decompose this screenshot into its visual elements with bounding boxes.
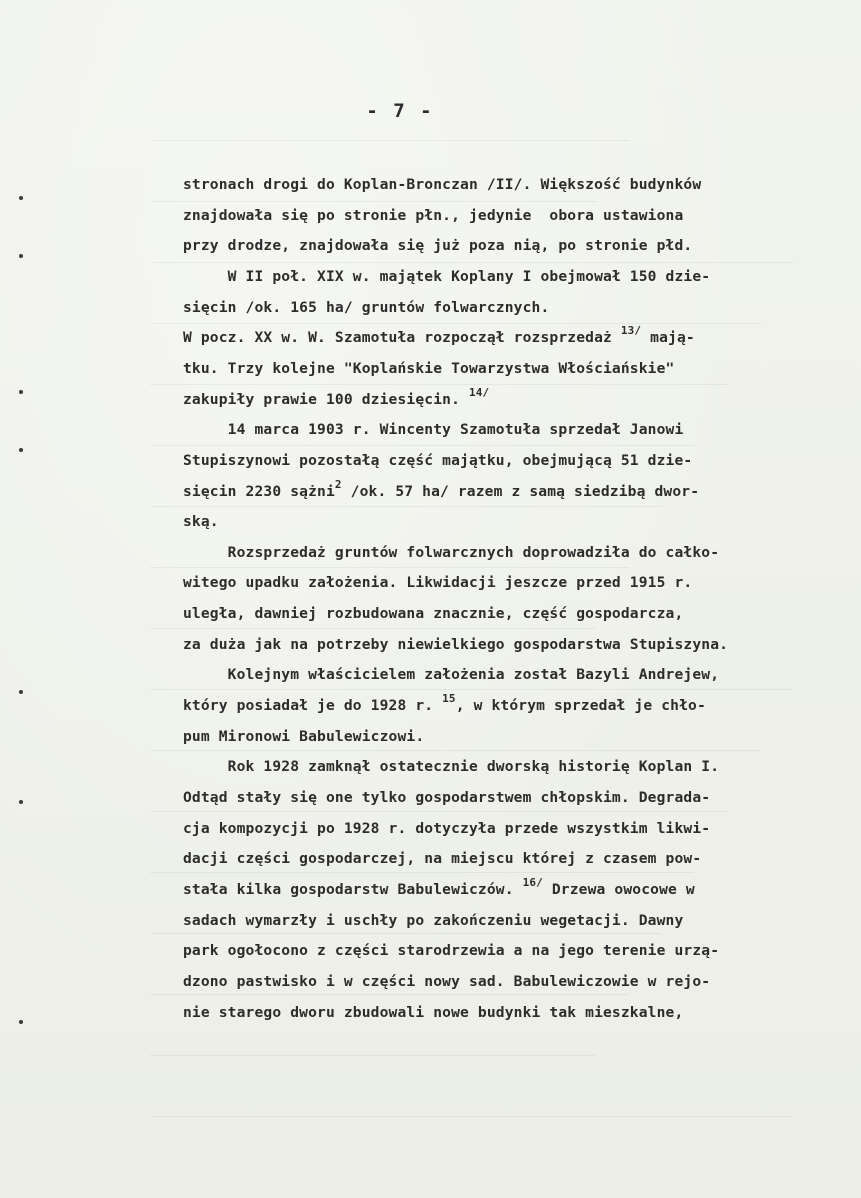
text-line	[183, 912, 683, 930]
text-segment: Rozsprzedaż gruntów folwarcznych doprowadziła do całko-	[183, 544, 720, 561]
paper-texture-line	[150, 1055, 595, 1056]
text-segment: witego upadku założenia. Likwidacji jeszcze przed 1915 r.	[183, 574, 693, 591]
paper-texture-line	[150, 628, 596, 629]
page-number: - 7 -	[366, 100, 434, 122]
text-line	[183, 237, 692, 255]
text-segment: sadach wymarzły i uschły po zakończeniu wegetacji. Dawny	[183, 912, 684, 929]
text-line	[183, 421, 683, 439]
paper-texture-line	[150, 994, 628, 995]
paper-texture-line	[150, 689, 793, 690]
text-segment: który posiadał je do 1928 r.	[183, 697, 443, 714]
paper-texture-line	[150, 1116, 792, 1117]
text-line	[183, 176, 701, 194]
text-segment: /ok. 57 ha/ razem z samą siedzibą dwor-	[341, 483, 700, 500]
footnote-marker: 16/	[522, 876, 543, 889]
text-segment: za duża jak na potrzeby niewielkiego gospodarstwa Stupiszyna.	[183, 636, 729, 653]
text-line	[183, 574, 692, 592]
text-line	[183, 478, 700, 501]
text-segment: W pocz. XX w. W. Szamotuła rozpoczął rozsprzedaż	[183, 329, 621, 346]
text-segment: Drzewa owocowe w	[542, 881, 695, 898]
text-line	[183, 876, 695, 899]
margin-dot	[19, 196, 23, 200]
paper-texture-line	[150, 384, 728, 385]
text-line	[183, 207, 683, 225]
footnote-marker: 13/	[620, 324, 642, 337]
text-line	[183, 386, 490, 409]
text-line	[183, 268, 710, 286]
text-segment: dzono pastwisko i w części nowy sad. Babulewiczowie w rejo-	[183, 973, 711, 990]
text-line	[183, 636, 728, 654]
margin-dot	[19, 448, 23, 452]
text-segment: zakupiły prawie 100 dziesięcin.	[183, 391, 469, 408]
paper-texture-line	[150, 201, 597, 202]
text-line	[183, 1004, 683, 1022]
text-line	[183, 544, 719, 562]
text-line	[183, 973, 710, 991]
text-segment: ską.	[183, 513, 219, 530]
margin-dot	[19, 1020, 23, 1024]
margin-dot	[19, 390, 23, 394]
text-segment: dacji części gospodarczej, na miejscu której z czasem pow-	[183, 850, 702, 867]
text-segment: mają-	[641, 329, 695, 346]
paper-texture-line	[150, 323, 761, 324]
paper-texture-line	[150, 567, 629, 568]
text-line	[183, 850, 701, 868]
text-line	[183, 820, 710, 838]
text-segment: , w którym sprzedał je chło-	[455, 697, 706, 714]
text-segment: park ogołocono z części starodrzewia a na jego terenie urzą-	[183, 942, 720, 959]
paper-texture-line	[150, 506, 662, 507]
text-segment: stała kilka gospodarstw Babulewiczów.	[183, 881, 523, 898]
text-segment: Odtąd stały się one tylko gospodarstwem chłopskim. Degrada-	[183, 789, 711, 806]
text-line	[183, 728, 424, 746]
text-line	[183, 666, 719, 684]
text-segment: W II poł. XIX w. majątek Koplany I obejmował 150 dzie-	[183, 268, 711, 285]
paper-texture-line	[150, 933, 661, 934]
text-line	[183, 324, 695, 347]
text-segment: sięcin 2230 sążni	[183, 483, 335, 500]
paper-texture-line	[150, 140, 630, 141]
text-segment: tku. Trzy kolejne "Koplańskie Towarzystwa Włościańskie"	[183, 360, 675, 377]
text-line	[183, 692, 706, 715]
text-line	[183, 605, 683, 623]
text-line	[183, 942, 719, 960]
margin-dot	[19, 254, 23, 258]
text-line	[183, 758, 719, 776]
footnote-marker: 14/	[468, 386, 490, 399]
paper-texture-line	[150, 262, 794, 263]
text-line	[183, 513, 219, 531]
paper-texture-line	[150, 872, 694, 873]
text-segment: uległa, dawniej rozbudowana znacznie, część gospodarcza,	[183, 605, 684, 622]
text-line	[183, 452, 692, 470]
footnote-marker: 15	[442, 692, 456, 705]
paper-texture-line	[150, 750, 760, 751]
text-segment: znajdowała się po stronie płn., jedynie obora ustawiona	[183, 207, 684, 224]
paper-texture-line	[150, 445, 695, 446]
margin-dot	[19, 800, 23, 804]
text-line	[183, 299, 549, 317]
text-line	[183, 360, 675, 378]
text-segment: stronach drogi do Koplan-Bronczan /II/. Większość budynków	[183, 176, 702, 193]
text-segment: Rok 1928 zamknął ostatecznie dworską historię Koplan I.	[183, 758, 720, 775]
text-segment: nie starego dworu zbudowali nowe budynki tak mieszkalne,	[183, 1004, 684, 1021]
margin-dot	[19, 690, 23, 694]
paper-texture-line	[150, 811, 727, 812]
text-line	[183, 789, 710, 807]
text-segment: sięcin /ok. 165 ha/ gruntów folwarcznych.	[183, 299, 550, 316]
text-segment: przy drodze, znajdowała się już poza nią, po stronie płd.	[183, 237, 693, 254]
text-segment: pum Mironowi Babulewiczowi.	[183, 728, 425, 745]
text-segment: Kolejnym właścicielem założenia został Bazyli Andrejew,	[183, 666, 720, 683]
footnote-marker: 2	[334, 478, 342, 491]
text-segment: 14 marca 1903 r. Wincenty Szamotuła sprzedał Janowi	[183, 421, 684, 438]
text-segment: cja kompozycji po 1928 r. dotyczyła przede wszystkim likwi-	[183, 820, 711, 837]
text-segment: Stupiszynowi pozostałą część majątku, obejmującą 51 dzie-	[183, 452, 693, 469]
